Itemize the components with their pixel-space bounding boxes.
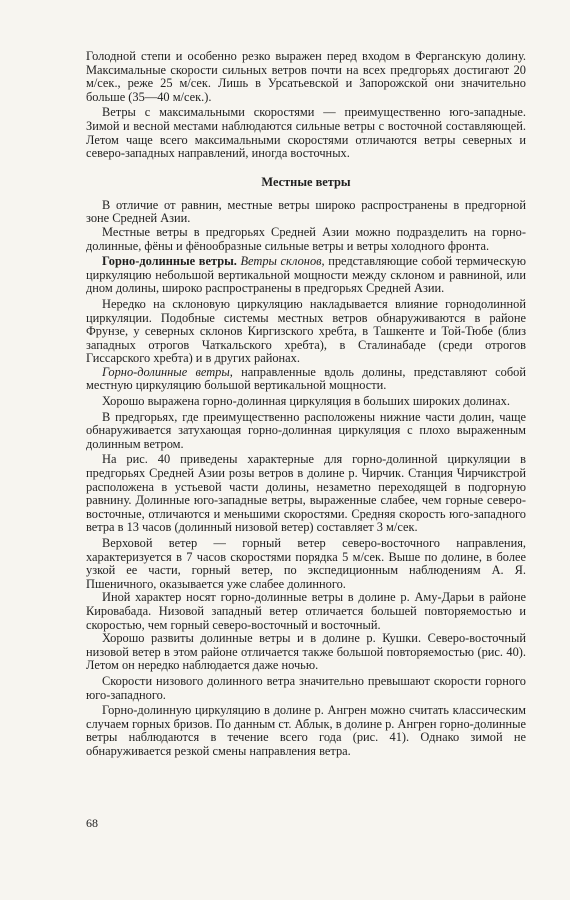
term-heading: Горно-долинные ветры.	[102, 254, 237, 269]
paragraph: Иной характер носят горно-долинные ветры в долине р. Аму-Дарьи в районе Кировабада. Низовой западный ветер отличается большей повторяемостью и скоростью, чем горный северо-восточный и восточный.	[86, 590, 526, 632]
paragraph	[86, 255, 526, 296]
term-italic: Ветры склонов,	[240, 254, 325, 269]
paragraph: Голодной степи и особенно резко выражен перед входом в Ферганскую долину. Максимальные скорости сильных ветров почти на всех предгорьях достигают 20 м/сек., реже 25 м/сек. Лишь в Урсатьевской и Запорожской они значительно больше (35—40 м/сек.).	[86, 49, 526, 104]
paragraph: Верховой ветер — горный ветер северо-восточного направления, характеризуется в 7 часов скоростями порядка 5 м/сек. Выше по долине, в более узкой ее части, горный ветер, по экспедиционным наблюдениям А. Я. Пшеничного, оказывается уже слабее долинного.	[86, 536, 526, 591]
paragraph: Местные ветры в предгорьях Средней Азии можно подразделить на горно-долинные, фёны и фёнообразные сильные ветры и ветры холодного фронта.	[86, 224, 526, 253]
paragraph	[86, 366, 526, 393]
document-page	[86, 50, 526, 759]
term-italic: Горно-долинные ветры,	[102, 364, 233, 379]
paragraph: В отличие от равнин, местные ветры широко распространены в предгорной зоне Средней Азии.	[86, 197, 526, 226]
paragraph: Горно-долинную циркуляцию в долине р. Ангрен можно считать классическим случаем горных бризов. По данным ст. Аблык, в долине р. Ангрен горно-долинные ветры наблюдаются в течение всего года (рис. 41). Однако зимой не обнаруживается резкой смены направления ветра.	[86, 703, 526, 758]
paragraph: Хорошо выражена горно-долинная циркуляция в больших широких долинах.	[102, 394, 510, 409]
section-title: Местные ветры	[261, 174, 351, 189]
paragraph: На рис. 40 приведены характерные для горно-долинной циркуляции в предгорьях Средней Азии розы ветров в долине р. Чирчик. Станция Чирчикстрой расположена в устьевой части долины, незаметно переходящей в подгорную равнину. Долинные юго-западные ветры, выраженные слабее, чем горные северо-восточные, отличаются и меньшими скоростями. Средняя скорость юго-западного ветра в 13 часов (долинный низовой ветер) составляет 3 м/сек.	[86, 452, 526, 535]
paragraph: Ветры с максимальными скоростями — преимущественно юго-западные. Зимой и весной местами наблюдаются сильные ветры с восточной составляющей. Летом чаще всего максимальными скоростями отличаются ветры северных и северо-западных направлений, иногда восточных.	[86, 105, 526, 161]
paragraph: Нередко на склоновую циркуляцию накладывается влияние горнодолинной циркуляции. Подобные системы местных ветров обнаруживаются в районе Фрунзе, у северных склонов Киргизского хребта, в Ташкенте и Той-Тюбе (близ западных отрогов Чаткальского хребта), в Сталинабаде (среди отрогов Гиссарского хребта) и в других районах.	[86, 296, 526, 366]
paragraph: Скорости низового долинного ветра значительно превышают скорости горного юго-западного.	[86, 673, 526, 702]
paragraph-text: направленные вдоль долины, представляют собой местную циркуляцию большой вертикальной мощности.	[86, 364, 526, 393]
paragraph: Хорошо развиты долинные ветры и в долине р. Кушки. Северо-восточный низовой ветер в этом районе отличается также большой повторяемостью (рис. 40). Летом он нередко наблюдается даже ночью.	[86, 631, 526, 673]
page-number: 68	[86, 816, 98, 830]
paragraph-text: представляющие собой термическую циркуляцию небольшой вертикальной мощности между склоном и равниной, или дном долины, широко распространены в предгорьях Средней Азии.	[86, 254, 526, 296]
paragraph: В предгорьях, где преимущественно расположены нижние части долин, чаще обнаруживается затухающая горно-долинная циркуляция с плохо выраженным долинным ветром.	[86, 409, 526, 451]
